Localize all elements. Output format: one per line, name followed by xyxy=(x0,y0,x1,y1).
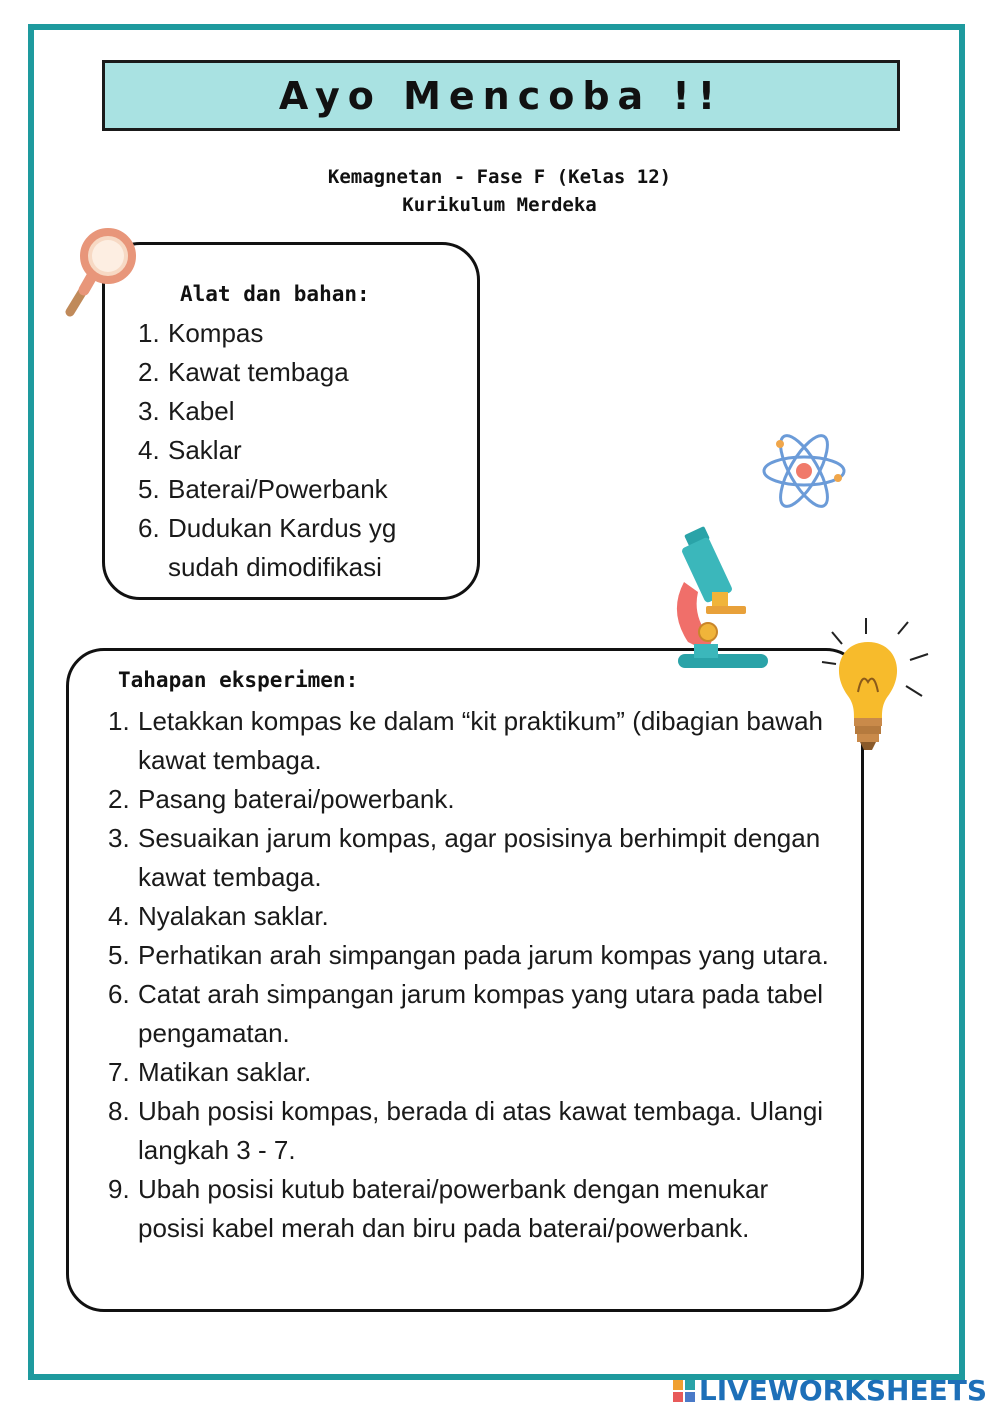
liveworksheets-logo xyxy=(673,1374,987,1407)
list-item: 7. Matikan saklar. xyxy=(108,1057,312,1087)
materials-list xyxy=(138,314,458,587)
list-item: 2. Pasang baterai/powerbank. xyxy=(108,784,455,814)
steps-list xyxy=(108,702,838,1248)
brand-text: LIVEWORKSHEETS xyxy=(698,1374,987,1407)
subtitle-curriculum: Kurikulum Merdeka xyxy=(402,194,597,216)
list-item: 3. Kabel xyxy=(138,396,235,426)
microscope-icon xyxy=(664,522,774,687)
list-item: 2. Kawat tembaga xyxy=(138,357,349,387)
atom-icon xyxy=(760,430,850,517)
list-item: 1. Kompas xyxy=(138,318,264,348)
materials-heading: Alat dan bahan: xyxy=(180,282,370,306)
list-item: 4. Nyalakan saklar. xyxy=(108,901,329,931)
magnifying-glass-icon xyxy=(62,222,142,327)
list-item: 4. Saklar xyxy=(138,435,242,465)
steps-heading: Tahapan eksperimen: xyxy=(118,668,359,692)
list-item: 5. Baterai/Powerbank xyxy=(138,474,388,504)
list-item: 8. Ubah posisi kompas, berada di atas kawat tembaga. Ulangi langkah 3 - 7. xyxy=(108,1096,824,1165)
subtitle-topic: Kemagnetan - Fase F (Kelas 12) xyxy=(327,166,672,188)
list-item: 3. Sesuaikan jarum kompas, agar posisinya berhimpit dengan kawat tembaga. xyxy=(108,823,821,892)
page-title: Ayo Mencoba !! xyxy=(278,73,724,118)
list-item: 9. Ubah posisi kutub baterai/powerbank dengan menukar posisi kabel merah dan biru pada baterai/powerbank. xyxy=(108,1174,769,1243)
list-item: 6. Dudukan Kardus yg sudah dimodifikasi xyxy=(138,513,397,582)
list-item: 1. Letakkan kompas ke dalam “kit praktikum” (dibagian bawah kawat tembaga. xyxy=(108,706,824,775)
list-item: 5. Perhatikan arah simpangan pada jarum kompas yang utara. xyxy=(108,940,829,970)
liveworksheets-icon xyxy=(673,1380,695,1402)
title-banner xyxy=(102,60,900,131)
list-item: 6. Catat arah simpangan jarum kompas yang utara pada tabel pengamatan. xyxy=(108,979,824,1048)
light-bulb-icon xyxy=(818,612,938,767)
